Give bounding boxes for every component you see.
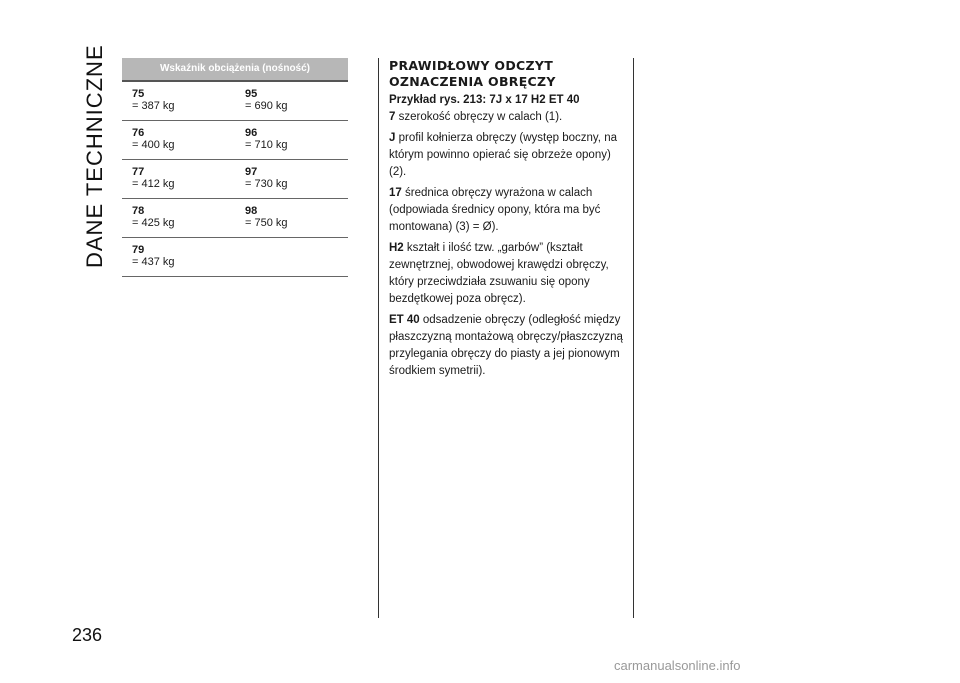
load-index: 96 [245, 127, 258, 139]
table-cell [235, 205, 348, 237]
column-divider [378, 58, 379, 618]
table-cell [122, 244, 235, 276]
table-cell [122, 166, 235, 198]
item-term: H2 [389, 242, 404, 254]
item-text: szerokość obręczy w calach (1). [395, 111, 563, 123]
item-text: profil kołnierza obręczy (występ boczny, na którym powinno opierać się obrzeże opony) (2). [389, 132, 617, 178]
list-item [389, 109, 629, 126]
table-header: Wskaźnik obciążenia (nośność) [122, 58, 348, 80]
watermark: carmanualsonline.info [614, 658, 741, 673]
page-number: 236 [72, 625, 103, 645]
table-cell [235, 244, 348, 276]
rim-marking-section [389, 58, 629, 384]
item-term: 7 [389, 111, 396, 123]
table-cell [235, 127, 348, 159]
load-value: = 425 kg [132, 217, 175, 229]
section-title: DANE TECHNICZNE [82, 44, 107, 268]
load-value: = 750 kg [245, 217, 288, 229]
list-item [389, 240, 629, 308]
item-term: J [389, 132, 396, 144]
section-heading [389, 58, 629, 90]
load-value: = 412 kg [132, 178, 175, 190]
load-value: = 690 kg [245, 100, 288, 112]
heading-line: OZNACZENIA OBRĘCZY [389, 74, 556, 89]
item-term: ET 40 [389, 314, 420, 326]
load-index: 75 [132, 88, 145, 100]
load-value: = 387 kg [132, 100, 175, 112]
table-cell [122, 205, 235, 237]
heading-line: PRAWIDŁOWY ODCZYT [389, 58, 554, 73]
load-index: 77 [132, 166, 145, 178]
load-value: = 730 kg [245, 178, 288, 190]
load-value: = 400 kg [132, 139, 175, 151]
table-cell [122, 127, 235, 159]
table-row [122, 160, 348, 199]
load-index: 97 [245, 166, 258, 178]
item-text: odsadzenie obręczy (odległość między płaszczyzną montażową obręczy/płaszczyzną przylegania obręczy do piasty a jej pionowym środkiem symetrii). [389, 314, 623, 377]
table-row [122, 82, 348, 121]
table-body [122, 82, 348, 277]
table-row [122, 199, 348, 238]
list-item [389, 130, 629, 181]
load-index: 76 [132, 127, 145, 139]
list-item [389, 312, 629, 380]
item-text: średnica obręczy wyrażona w calach (odpowiada średnicy opony, która ma być montowana) (3) = Ø). [389, 187, 601, 233]
table-cell [122, 88, 235, 120]
load-value: = 710 kg [245, 139, 288, 151]
table-row [122, 121, 348, 160]
load-index: 78 [132, 205, 145, 217]
table-row [122, 238, 348, 277]
table-cell [235, 88, 348, 120]
column-divider [633, 58, 634, 618]
load-index: 79 [132, 244, 145, 256]
load-index: 98 [245, 205, 258, 217]
load-index: 95 [245, 88, 258, 100]
table-cell [235, 166, 348, 198]
list-item [389, 185, 629, 236]
load-value: = 437 kg [132, 256, 175, 268]
example-caption: Przykład rys. 213: 7J x 17 H2 ET 40 [389, 94, 580, 106]
load-index-table [122, 58, 348, 277]
item-text: kształt i ilość tzw. „garbów” (kształt zewnętrznej, obwodowej krawędzi obręczy, który przeciwdziała zsuwaniu się opony bezdętkowej poza obręcz). [389, 242, 609, 305]
item-term: 17 [389, 187, 402, 199]
